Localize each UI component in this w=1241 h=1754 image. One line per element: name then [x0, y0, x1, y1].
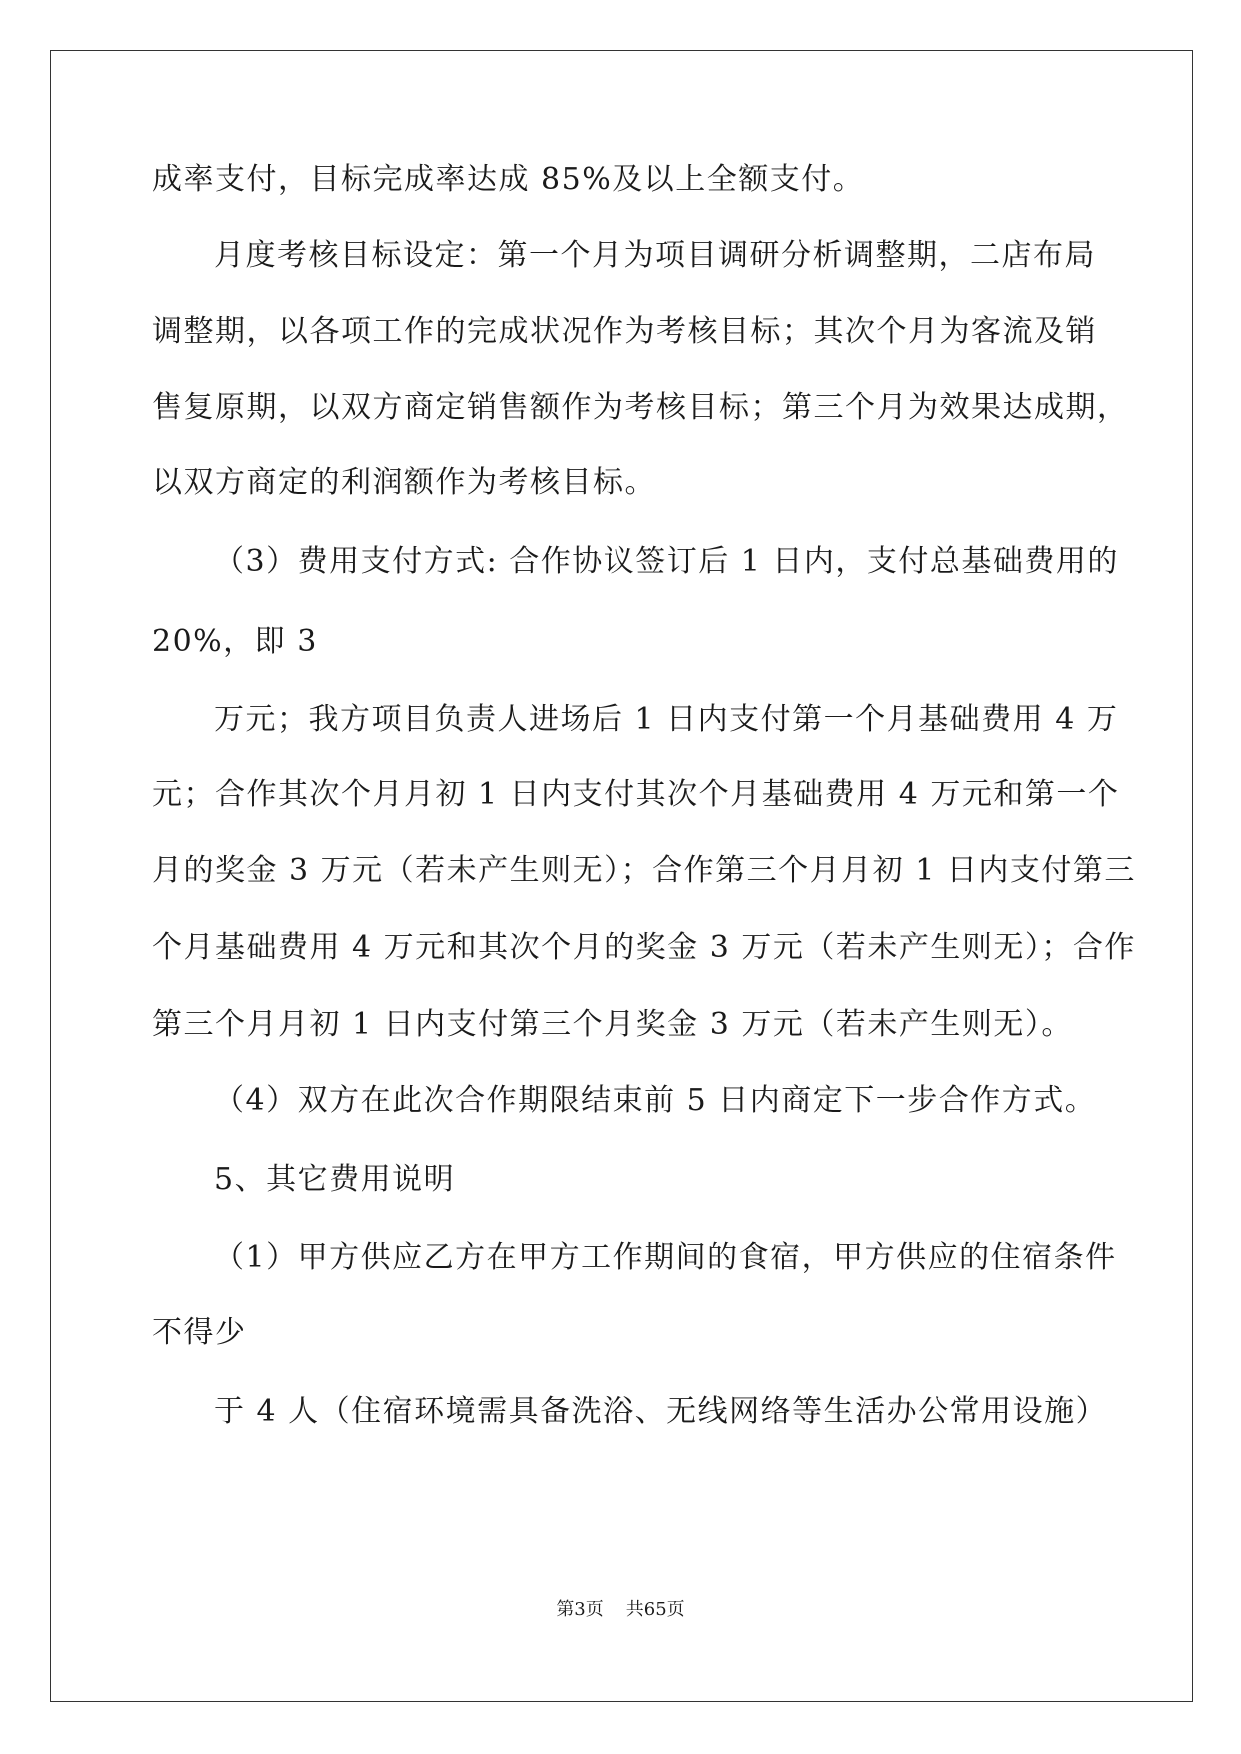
text-line: 售复原期，以双方商定销售额作为考核目标；第三个月为效果达成期，	[152, 390, 1129, 425]
text-line: 个月基础费用 4 万元和其次个月的奖金 3 万元（若未产生则无）；合作	[152, 930, 1136, 965]
text-line: 20%，即 3	[152, 624, 318, 659]
section-heading: 5、其它费用说明	[214, 1162, 456, 1197]
text-line: 调整期，以各项工作的完成状况作为考核目标；其次个月为客流及销	[152, 314, 1097, 349]
text-line: （3）费用支付方式: 合作协议签订后 1 日内，支付总基础费用的	[214, 544, 1119, 579]
page-footer	[0, 1598, 1241, 1622]
text-line: 第三个月月初 1 日内支付第三个月奖金 3 万元（若未产生则无）。	[152, 1007, 1073, 1042]
text-line: （4）双方在此次合作期限结束前 5 日内商定下一步合作方式。	[214, 1083, 1097, 1118]
text-line: 万元；我方项目负责人进场后 1 日内支付第一个月基础费用 4 万	[214, 702, 1119, 737]
text-line: 月度考核目标设定：第一个月为项目调研分析调整期，二店布局	[214, 238, 1096, 273]
text-line: 成率支付，目标完成率达成 85%及以上全额支付。	[152, 162, 865, 197]
text-line: 月的奖金 3 万元（若未产生则无）；合作第三个月月初 1 日内支付第三	[152, 853, 1136, 888]
text-line: （1）甲方供应乙方在甲方工作期间的食宿，甲方供应的住宿条件	[214, 1240, 1117, 1275]
text-line: 以双方商定的利润额作为考核目标。	[152, 465, 656, 500]
text-line: 于 4 人（住宿环境需具备洗浴、无线网络等生活办公常用设施）	[214, 1394, 1108, 1429]
page-total: 共65页	[625, 1599, 685, 1620]
page-number: 第3页	[556, 1599, 604, 1620]
text-line: 元；合作其次个月月初 1 日内支付其次个月基础费用 4 万元和第一个	[152, 777, 1120, 812]
text-line: 不得少	[152, 1315, 247, 1350]
